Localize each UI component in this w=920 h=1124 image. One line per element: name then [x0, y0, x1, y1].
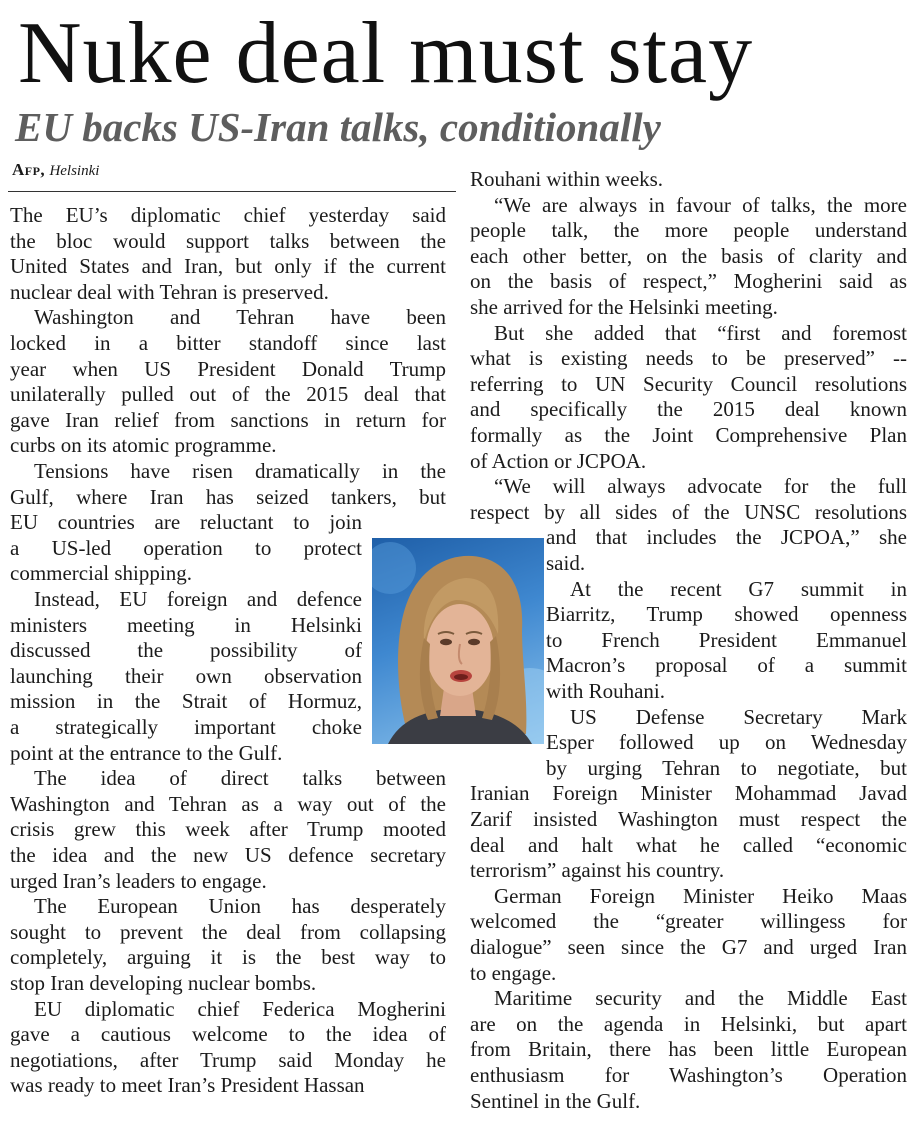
- text-line: The EU’s diplomatic chief yesterday said: [10, 203, 446, 227]
- text-line: a strategically important choke: [10, 715, 362, 739]
- text-line: a US-led operation to protect: [10, 535, 362, 560]
- text-line: EU diplomatic chief Federica Mogherini: [34, 996, 446, 1021]
- text-line: the bloc would support talks between the: [10, 228, 446, 253]
- text-line: discussed the possibility of: [10, 638, 362, 663]
- text-line: sought to prevent the deal from collapsing: [10, 919, 446, 944]
- text-line: of Action or JCPOA.: [470, 448, 647, 473]
- text-line: commercial shipping.: [10, 561, 192, 586]
- text-line: EU countries are reluctant to join: [10, 510, 362, 535]
- text-line: and that includes the JCPOA,” she: [546, 525, 907, 550]
- text-line: urged Iran’s leaders to engage.: [10, 868, 267, 893]
- text-line: mission in the Strait of Hormuz,: [10, 689, 362, 714]
- text-line: each other better, on the basis of clarity and: [470, 243, 907, 268]
- text-line: point at the entrance to the Gulf.: [10, 740, 283, 765]
- text-line: gave a cautious welcome to the idea of: [10, 1022, 446, 1047]
- text-line: negotiations, after Trump said Monday he: [10, 1047, 446, 1072]
- text-line: United States and Iran, but only if the current: [10, 254, 446, 279]
- portrait-illustration: [372, 538, 544, 744]
- byline-location: Helsinki: [49, 163, 100, 179]
- text-line: “We will always advocate for the full: [494, 474, 907, 499]
- text-line: Tensions have risen dramatically in the: [34, 459, 446, 483]
- text-line: unilaterally pulled out of the 2015 deal that: [10, 382, 446, 407]
- text-line: stop Iran developing nuclear bombs.: [10, 971, 317, 995]
- text-line: by urging Tehran to negotiate, but: [546, 755, 907, 780]
- text-line: year when US President Donald Trump: [10, 356, 446, 381]
- text-line: Iranian Foreign Minister Mohammad Javad: [470, 781, 907, 806]
- text-line: people talk, the more people understand: [470, 218, 907, 243]
- text-line: locked in a bitter standoff since last: [10, 331, 446, 355]
- byline: [12, 160, 99, 181]
- text-line: nuclear deal with Tehran is preserved.: [10, 279, 329, 304]
- text-line: welcomed the “greater willingess for: [470, 909, 907, 934]
- text-line: The idea of direct talks between: [34, 766, 446, 791]
- portrait-photo: [372, 538, 544, 744]
- text-line: to French President Emmanuel: [546, 627, 907, 652]
- text-line: “We are always in favour of talks, the more: [494, 192, 907, 217]
- text-line: said.: [546, 551, 586, 575]
- text-line: dialogue” seen since the G7 and urged Iran: [470, 935, 907, 959]
- text-line: Instead, EU foreign and defence: [34, 587, 362, 611]
- text-line: and specifically the 2015 deal known: [470, 397, 907, 422]
- text-line: German Foreign Minister Heiko Maas: [494, 883, 907, 908]
- text-line: the idea and the new US defence secretary: [10, 843, 446, 867]
- byline-rule: [8, 191, 456, 192]
- text-line: Zarif insisted Washington must respect the: [470, 807, 907, 831]
- subheadline: EU backs US-Iran talks, conditionally: [15, 104, 661, 150]
- text-line: curbs on its atomic programme.: [10, 433, 277, 458]
- text-line: with Rouhani.: [546, 679, 665, 703]
- text-line: formally as the Joint Comprehensive Plan: [470, 423, 907, 447]
- text-line: from Britain, there has been little European: [470, 1037, 907, 1062]
- text-line: launching their own observation: [10, 663, 362, 688]
- text-line: Rouhani within weeks.: [470, 167, 664, 191]
- text-line: Sentinel in the Gulf.: [470, 1088, 641, 1113]
- text-line: she arrived for the Helsinki meeting.: [470, 295, 778, 319]
- text-line: completely, arguing it is the best way to: [10, 945, 446, 970]
- text-line: Maritime security and the Middle East: [494, 986, 907, 1011]
- text-line: Gulf, where Iran has seized tankers, but: [10, 484, 446, 509]
- text-line: what is existing needs to be preserved” --: [470, 346, 907, 371]
- text-line: terrorism” against his country.: [470, 858, 725, 883]
- text-line: Washington and Tehran as a way out of the: [10, 791, 446, 816]
- text-line: crisis grew this week after Trump mooted: [10, 817, 446, 842]
- text-line: deal and halt what he called “economic: [470, 832, 907, 857]
- text-line: Washington and Tehran have been: [34, 305, 446, 330]
- headline: Nuke deal must stay: [18, 5, 754, 102]
- byline-agency: Afp,: [12, 160, 46, 179]
- text-line: US Defense Secretary Mark: [570, 704, 907, 729]
- text-line: respect by all sides of the UNSC resolutions: [470, 499, 907, 524]
- text-line: At the recent G7 summit in: [570, 576, 907, 601]
- text-line: are on the agenda in Helsinki, but apart: [470, 1011, 907, 1036]
- text-line: to engage.: [470, 960, 557, 985]
- text-line: But she added that “first and foremost: [494, 320, 907, 345]
- text-line: on the basis of respect,” Mogherini said as: [470, 269, 907, 294]
- text-line: was ready to meet Iran’s President Hassan: [10, 1073, 365, 1098]
- text-line: Esper followed up on Wednesday: [546, 730, 907, 755]
- text-line: Biarritz, Trump showed openness: [546, 602, 907, 627]
- text-line: The European Union has desperately: [34, 894, 446, 919]
- text-line: ministers meeting in Helsinki: [10, 612, 362, 637]
- text-line: enthusiasm for Washington’s Operation: [470, 1063, 907, 1087]
- text-line: Macron’s proposal of a summit: [546, 653, 907, 678]
- text-line: gave Iran relief from sanctions in return for: [10, 407, 446, 432]
- text-line: referring to UN Security Council resolutions: [470, 371, 907, 396]
